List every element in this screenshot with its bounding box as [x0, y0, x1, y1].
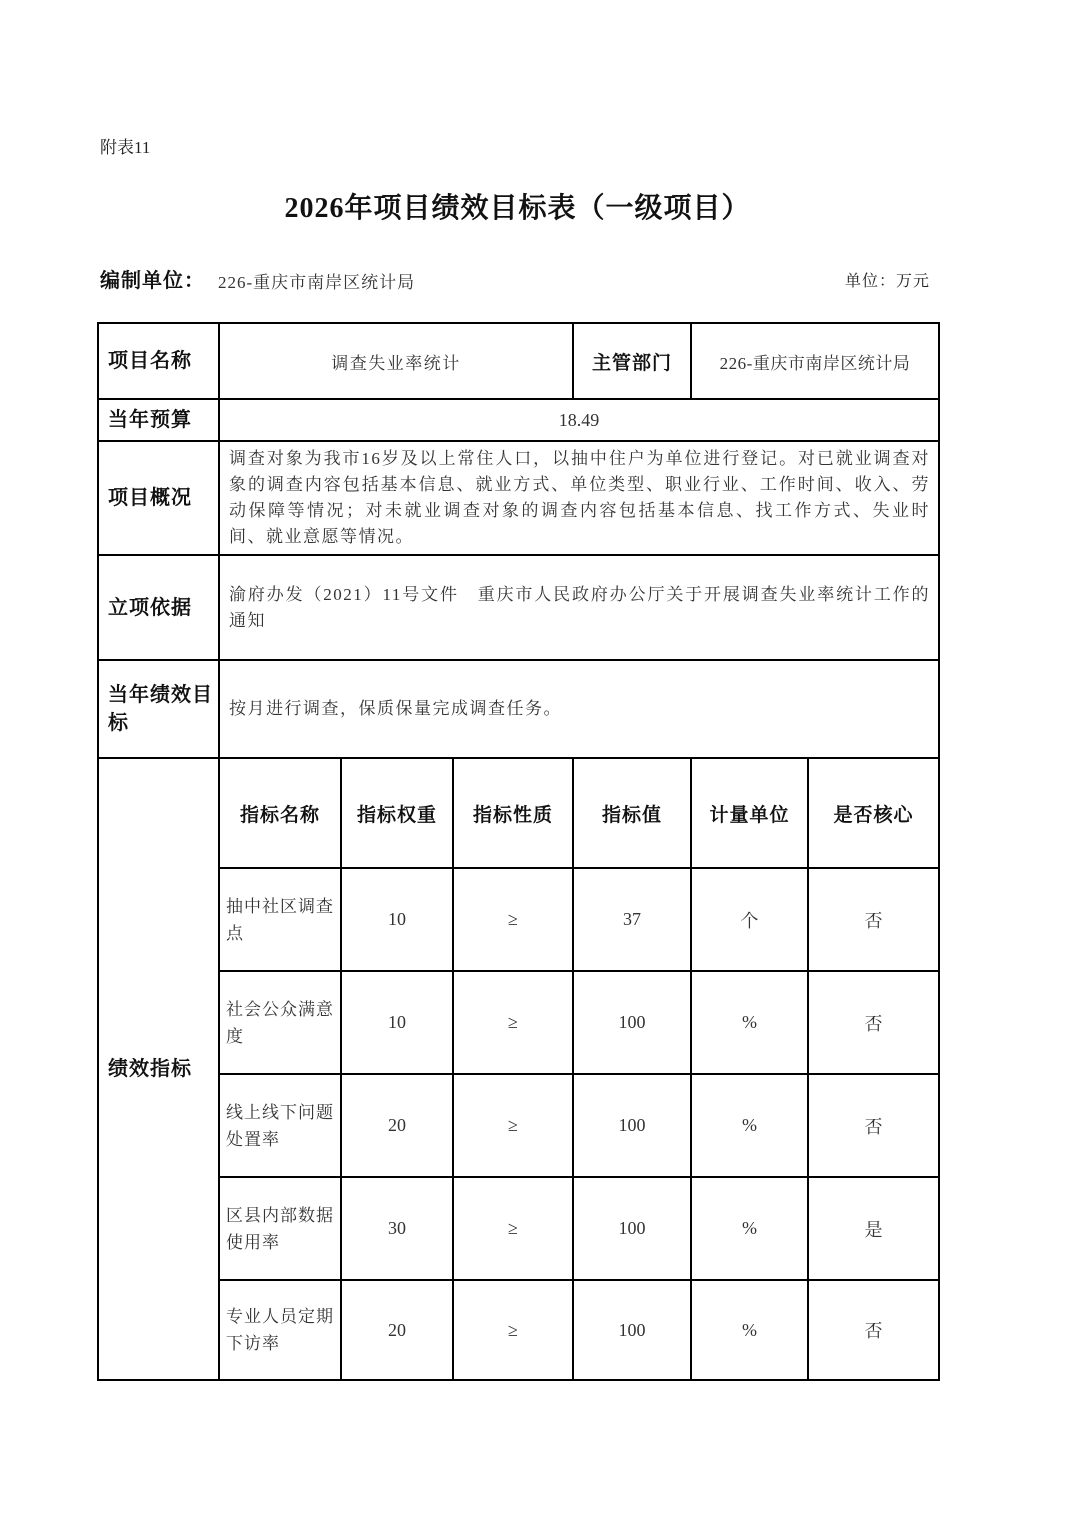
indicator-core: 否 — [808, 1074, 939, 1177]
indicator-name: 专业人员定期下访率 — [219, 1280, 341, 1380]
budget-value: 18.49 — [219, 399, 939, 441]
indicator-name: 区县内部数据使用率 — [219, 1177, 341, 1280]
indicator-unit: % — [691, 1280, 808, 1380]
dept-value: 226-重庆市南岸区统计局 — [691, 323, 939, 399]
indicator-weight: 30 — [341, 1177, 453, 1280]
col-header-core: 是否核心 — [808, 758, 939, 868]
indicator-value: 37 — [573, 868, 691, 971]
indicator-row — [98, 1280, 939, 1380]
project-name-label: 项目名称 — [98, 323, 219, 399]
indicator-weight: 20 — [341, 1074, 453, 1177]
budget-label: 当年预算 — [98, 399, 219, 441]
indicator-nature: ≥ — [453, 1177, 573, 1280]
indicator-unit: % — [691, 1177, 808, 1280]
indicator-value: 100 — [573, 1177, 691, 1280]
overview-text: 调查对象为我市16岁及以上常住人口，以抽中住户为单位进行登记。对已就业调查对象的调查内容包括基本信息、就业方式、单位类型、职业行业、工作时间、收入、劳动保障等情况；对未就业调查对象的调查内容包括基本信息、找工作方式、失业时间、就业意愿等情况。 — [219, 441, 939, 555]
table-row — [98, 660, 939, 758]
indicator-nature: ≥ — [453, 971, 573, 1074]
basis-label: 立项依据 — [98, 555, 219, 660]
indicator-name: 线上线下问题处置率 — [219, 1074, 341, 1177]
indicator-name: 抽中社区调查点 — [219, 868, 341, 971]
indicator-weight: 10 — [341, 971, 453, 1074]
table-row — [98, 555, 939, 660]
basis-text: 渝府办发（2021）11号文件 重庆市人民政府办公厅关于开展调查失业率统计工作的通知 — [219, 555, 939, 660]
page-title: 2026年项目绩效目标表（一级项目） — [284, 193, 751, 224]
table-row — [98, 399, 939, 441]
indicator-value: 100 — [573, 971, 691, 1074]
indicator-unit: % — [691, 971, 808, 1074]
currency-unit-label: 单位：万元 — [844, 273, 930, 290]
col-header-value: 指标值 — [573, 758, 691, 868]
indicator-weight: 10 — [341, 868, 453, 971]
indicator-unit: 个 — [691, 868, 808, 971]
indicator-core: 否 — [808, 1280, 939, 1380]
indicator-value: 100 — [573, 1280, 691, 1380]
annual-target-label: 当年绩效目标 — [98, 660, 219, 758]
indicators-label: 绩效指标 — [98, 758, 219, 1380]
col-header-name: 指标名称 — [219, 758, 341, 868]
indicator-nature: ≥ — [453, 1280, 573, 1380]
indicator-header-row — [98, 758, 939, 868]
table-row — [98, 323, 939, 399]
table-row — [98, 441, 939, 555]
indicator-name: 社会公众满意度 — [219, 971, 341, 1074]
indicator-weight: 20 — [341, 1280, 453, 1380]
annual-target-text: 按月进行调查，保质保量完成调查任务。 — [219, 660, 939, 758]
indicator-core: 是 — [808, 1177, 939, 1280]
indicator-row — [98, 1177, 939, 1280]
col-header-weight: 指标权重 — [341, 758, 453, 868]
prepared-by-row — [97, 264, 938, 292]
col-header-nature: 指标性质 — [453, 758, 573, 868]
indicator-unit: % — [691, 1074, 808, 1177]
indicator-row — [98, 971, 939, 1074]
indicator-core: 否 — [808, 868, 939, 971]
prepared-by-label: 编制单位： — [100, 270, 205, 292]
col-header-unit: 计量单位 — [691, 758, 808, 868]
project-name-value: 调查失业率统计 — [219, 323, 573, 399]
indicator-row — [98, 868, 939, 971]
indicator-nature: ≥ — [453, 1074, 573, 1177]
indicator-row — [98, 1074, 939, 1177]
dept-label: 主管部门 — [573, 323, 691, 399]
overview-label: 项目概况 — [98, 441, 219, 555]
performance-target-table — [97, 322, 940, 1381]
indicator-nature: ≥ — [453, 868, 573, 971]
indicator-value: 100 — [573, 1074, 691, 1177]
prepared-by-value: 226-重庆市南岸区统计局 — [218, 273, 416, 292]
attachment-note: 附表11 — [100, 138, 151, 157]
indicator-core: 否 — [808, 971, 939, 1074]
